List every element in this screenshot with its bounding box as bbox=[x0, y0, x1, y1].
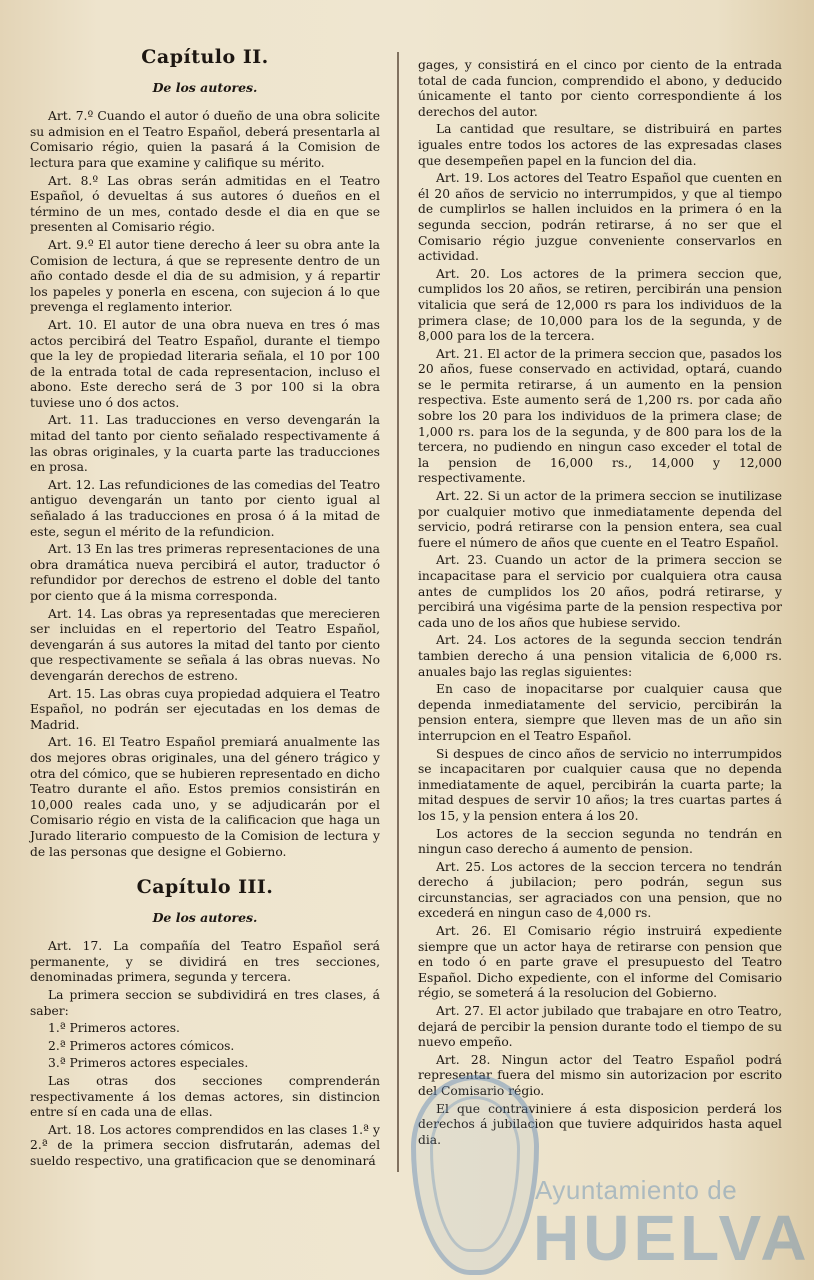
chapter-ii-subheading: De los autores. bbox=[152, 79, 258, 95]
class-2: 2.ª Primeros actores cómicos. bbox=[48, 1038, 235, 1053]
article-9: Art. 9.º El autor tiene derecho á leer su obra ante la Comision de lectura, á que se represente dentro de un año contado desde el dia de su admision, y á repartir los papeles y ponerla en escena, con sujecion á lo que prevenga el reglamento interior. bbox=[30, 237, 380, 315]
final-paragraph: El que contraviniere á esta disposicion perderá los derechos á jubilacion que tuviere adquiridos hasta aquel dia. bbox=[418, 1101, 782, 1147]
article-22: Art. 22. Si un actor de la primera seccion se inutilizase por cualquier motivo que inmediatamente dependa del servicio, podrá retirarse con la pension entera, sea cual fuere el número de años que cuente en el Teatro Español. bbox=[418, 489, 782, 550]
article-26: Art. 26. El Comisario régio instruirá expediente siempre que un actor haya de retirarse con pension que en todo ó en parte grave el presupuesto del Teatro Español. Dicho expediente, con el informe del Comisario régio, se someterá á la resolucion del Gobierno. bbox=[418, 924, 782, 1001]
article-27: Art. 27. El actor jubilado que trabajare en otro Teatro, dejará de percibir la pension durante todo el tiempo de su nuevo empeño. bbox=[418, 1004, 782, 1050]
article-15: Art. 15. Las obras cuya propiedad adquiera el Teatro Español, no podrán ser ejecutadas en los demas de Madrid. bbox=[30, 686, 380, 732]
class-3: 3.ª Primeros actores especiales. bbox=[48, 1056, 249, 1071]
article-7: Art. 7.º Cuando el autor ó dueño de una obra solicite su admision en el Teatro Español, deberá presentarla al Comisario régio, quien la pasará á la Comision de lectura para que examine y califique su mérito. bbox=[30, 109, 380, 170]
watermark-line-1: Ayuntamiento de bbox=[535, 1175, 738, 1205]
chapter-ii-heading: Capítulo II. bbox=[141, 46, 269, 68]
rule-incapacity: En caso de inopacitarse por cualquier causa que dependa inmediatamente del servicio, percibirán la pension entera, siempre que lleven mas de un año sin interrupcion en el Teatro Español. bbox=[418, 682, 782, 743]
article-12: Art. 12. Las refundiciones de las comedias del Teatro antiguo devengarán un tanto por ciento igual al señalado á las traducciones en prosa ó á la mitad de este, segun el mérito de la refundicion. bbox=[30, 477, 380, 539]
archive-watermark bbox=[405, 1075, 811, 1275]
rule-no-increase: Los actores de la seccion segunda no tendrán en ningun caso derecho á aumento de pension. bbox=[418, 826, 782, 857]
article-21: Art. 21. El actor de la primera seccion que, pasados los 20 años, fuese conservado en actividad, optará, cuando se le permita retirarse, á un aumento en la pension respectiva. Este aumento será de 1,200 rs. por cada año sobre los 20 para los individuos de la primera clase; de 1,000 rs. para los de la segunda, y de 800 para los de la tercera, no pudiendo en ningun caso exceder el total de la pension de 16,000 rs., 14,000 y 12,000 respectivamente. bbox=[418, 346, 782, 486]
right-column bbox=[418, 58, 782, 1150]
article-24: Art. 24. Los actores de la segunda seccion tendrán tambien derecho á una pension vitalicia de 6,000 rs. anuales bajo las reglas siguientes: bbox=[418, 633, 782, 679]
article-10: Art. 10. El autor de una obra nueva en tres ó mas actos percibirá del Teatro Español, durante el tiempo que la ley de propiedad literaria señala, el 10 por 100 de la entrada total de cada representacion, incluso el abono. Este derecho será de 3 por 100 si la obra tuviese uno ó dos actos. bbox=[30, 317, 380, 410]
article-14: Art. 14. Las obras ya representadas que merecieren ser incluidas en el repertorio del Teatro Español, devengarán á sus autores la mitad del tanto por ciento que respectivamente se señala á las obras nuevas. No devengarán derechos de estreno. bbox=[30, 606, 380, 683]
article-20: Art. 20. Los actores de la primera seccion que, cumplidos los 20 años, se retiren, percibirán una pension vitalicia que será de 12,000 rs para los individuos de la primera clase; de 10,000 para los de la segunda, y de 8,000 para los de la tercera. bbox=[418, 266, 782, 344]
classes-intro: La primera seccion se subdividirá en tres clases, á saber: bbox=[30, 988, 380, 1018]
rule-five-years: Si despues de cinco años de servicio no interrumpidos se incapacitaren por cualquier causa que no dependa inmediatamente de aquel, percibirán la cuarta parte; la mitad despues de servir 10 años; la tres cuartas partes á los 15, y la pension entera á los 20. bbox=[418, 746, 782, 823]
watermark-line-2: HUELVA bbox=[533, 1202, 811, 1274]
distribution-paragraph: La cantidad que resultare, se distribuirá en partes iguales entre todos los actores de las expresadas clases que desempeñen papel en la funcion del dia. bbox=[418, 122, 782, 168]
left-column bbox=[30, 44, 380, 1172]
chapter-iii-subheading: De los autores. bbox=[152, 909, 258, 925]
article-13: Art. 13 En las tres primeras representaciones de una obra dramática nueva percibirá el autor, traductor ó refundidor por derechos de estreno el doble del tanto por ciento que á la misma corresponda. bbox=[30, 542, 380, 603]
article-8: Art. 8.º Las obras serán admitidas en el Teatro Español, ó devueltas á sus autores ó dueños en el término de un mes, contado desde el dia en que se presenten al Comisario régio. bbox=[30, 173, 380, 235]
article-23: Art. 23. Cuando un actor de la primera seccion se incapacitase para el servicio por cualquiera otra causa antes de cumplidos los 20 años, podrá retirarse, y percibirá una vigésima parte de la pension respectiva por cada uno de los años que hubiese servido. bbox=[418, 553, 782, 630]
article-17: Art. 17. La compañía del Teatro Español será permanente, y se dividirá en tres secciones, denominadas primera, segunda y tercera. bbox=[30, 939, 380, 985]
article-16: Art. 16. El Teatro Español premiará anualmente las dos mejores obras originales, una del género trágico y otra del cómico, que se hubieren representado en dicho Teatro durante el año. Estos premios consistirán en 10,000 reales cada uno, y se adjudicarán por el Comisario régio en vista de la calificacion que haga un Jurado literario compuesto de la Comision de lectura y de las personas que designe el Gobierno. bbox=[30, 735, 380, 859]
article-28: Art. 28. Ningun actor del Teatro Español podrá representar fuera del mismo sin autorizacion por escrito del Comisario régio. bbox=[418, 1052, 782, 1098]
column-divider bbox=[397, 52, 399, 1172]
chapter-iii-heading: Capítulo III. bbox=[136, 876, 274, 899]
article-25: Art. 25. Los actores de la seccion tercera no tendrán derecho á jubilacion; pero podrán, segun sus circunstancias, ser agraciados con una pension, que no excederá en ningun caso de 4,000 rs. bbox=[418, 859, 782, 921]
article-19: Art. 19. Los actores del Teatro Español que cuenten en él 20 años de servicio no interrumpidos, y que al tiempo de cumplirlos se hallen incluidos en la primera ó en la segunda seccion, podrán retirarse, á no ser que el Comisario régio juzgue conveniente conservarlos en actividad. bbox=[418, 171, 782, 264]
class-1: 1.ª Primeros actores. bbox=[48, 1021, 180, 1036]
other-sections: Las otras dos secciones comprenderán respectivamente á los demas actores, sin distincion entre sí en cada una de ellas. bbox=[30, 1074, 380, 1120]
article-18-continued: gages, y consistirá en el cinco por ciento de la entrada total de cada funcion, comprendido el abono, y deducido únicamente el tanto por ciento correspondiente á los derechos del autor. bbox=[418, 58, 782, 119]
article-11: Art. 11. Las traducciones en verso devengarán la mitad del tanto por ciento señalado respectivamente á las obras originales, y la cuarta parte las traducciones en prosa. bbox=[30, 413, 380, 475]
coat-of-arms-icon bbox=[411, 1075, 539, 1275]
article-18: Art. 18. Los actores comprendidos en las clases 1.ª y 2.ª de la primera seccion disfrutarán, ademas del sueldo respectivo, una gratificacion que se denominará bbox=[30, 1122, 380, 1168]
